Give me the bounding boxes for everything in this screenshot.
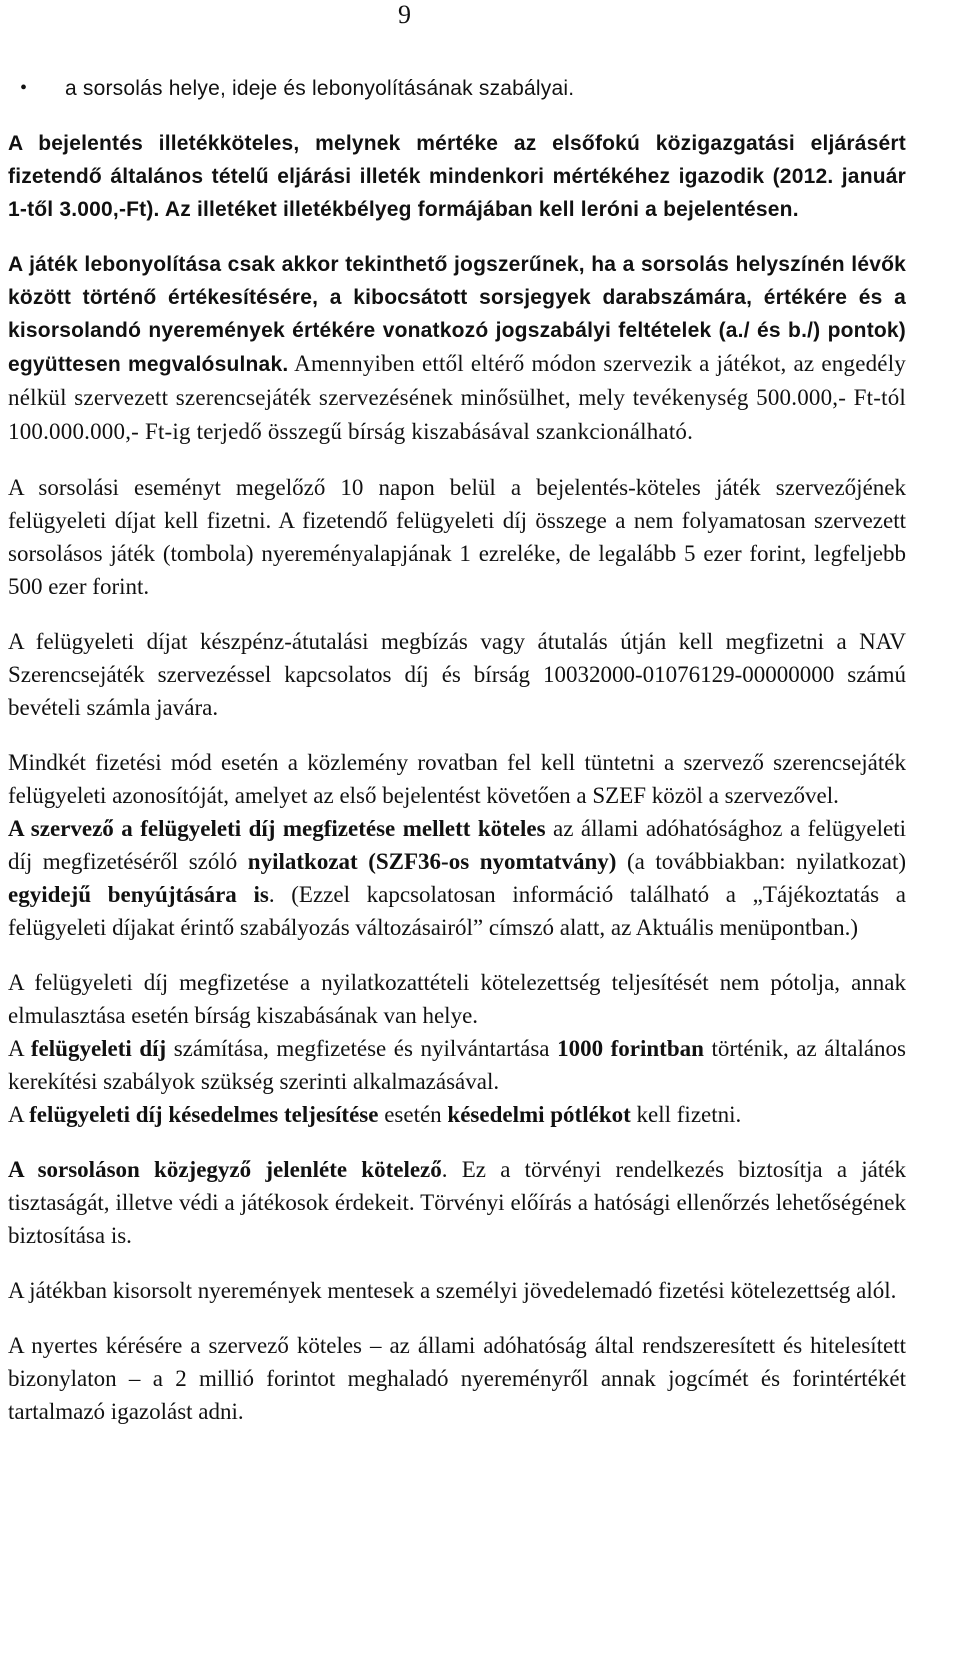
paragraph-text: Amennyiben ettől eltérő módon szervezik a játékot, az engedély nélkül szervezett szerencsejáték szervezésének minősülhet, mely tevékenység 500.000,- Ft-tól 100.000.000,- Ft-ig terjedő összegű bírság kiszabásával szankcionálható. (8, 351, 907, 444)
bold-text: késedelmi pótlékot (447, 1102, 631, 1127)
paragraph-igazolas: A nyertes kérésére a szervező köteles – az állami adóhatóság által rendszeresített és hitelesített bizonylaton – a 2 millió forintot meghaladó nyereményről annak jogcímét és forintértékét tartalmazó igazolást adni. (8, 1333, 906, 1424)
paragraph-text: számítása, megfizetése és nyilvántartása (166, 1036, 558, 1061)
paragraph-kozjegyzo (8, 1153, 906, 1252)
bold-text: egyidejű benyújtására is (8, 882, 269, 907)
paragraph-kesedelem (8, 1098, 906, 1131)
paragraph-nyilatkozat (8, 812, 906, 944)
paragraph-lebonyolitas (8, 248, 906, 449)
paragraph-potlas: A felügyeleti díj megfizetése a nyilatkozattételi kötelezettség teljesítését nem pótolja, annak elmulasztása esetén bírság kiszabásának van helye. (8, 970, 906, 1028)
paragraph-megfizetes: A felügyeleti díjat készpénz-átutalási megbízás vagy átutalás útján kell megfizetni a NAV Szerencsejáték szervezéssel kapcsolatos díj és bírság 10032000-01076129-00000000 számú bevételi számla javára. (8, 629, 906, 720)
paragraph-text: kell fizetni. (630, 1102, 742, 1127)
paragraph-text: esetén (378, 1102, 448, 1127)
paragraph-text: (a továbbiakban: nyilatkozat) (616, 849, 907, 874)
paragraph-kozlemeny: Mindkét fizetési mód esetén a közlemény rovatban fel kell tüntetni a szervező szerencsejáték felügyeleti azonosítóját, amelyet az első bejelentést követően a SZEF közöl a szervezővel. (8, 750, 906, 808)
paragraph-text: . (Ezzel kapcsolatosan információ található a „Tájékoztatás a felügyeleti díjakat érintő szabályozás változásairól” címszó alatt, az Aktuális menüpontban.) (8, 882, 906, 940)
bold-text: nyilatkozat (SZF36-os nyomtatvány) (247, 849, 617, 874)
bold-text: felügyeleti díj késedelmes teljesítése (29, 1102, 379, 1127)
bullet-icon: • (20, 77, 28, 99)
bold-text: felügyeleti díj (30, 1036, 167, 1061)
bold-text: A bejelentés illetékköteles, melynek mértéke az elsőfokú közigazgatási eljárásért fizetendő általános tételű eljárási illeték mindenkori mértékéhez igazodik (2012. január 1-től 3.000,-Ft). Az illetéket illetékbélyeg formájában kell leróni a bejelentésen. (8, 132, 906, 221)
bold-text: A sorsoláson közjegyző jelenléte kötelező (8, 1157, 442, 1182)
bullet-text: a sorsolás helye, ideje és lebonyolításának szabályai. (65, 77, 575, 100)
bullet-list-item (8, 72, 906, 105)
paragraph-text: történik, az általános kerekítési szabályok szükség szerinti alkalmazásával. (8, 1036, 906, 1094)
paragraph-szamitas (8, 1032, 906, 1098)
document-body (8, 72, 906, 1428)
paragraph-szja: A játékban kisorsolt nyeremények mentesek a személyi jövedelemadó fizetési kötelezettség alól. (8, 1278, 897, 1303)
bold-text: A játék lebonyolítása csak akkor tekinthető jogszerűnek, ha a sorsolás helyszínén lévők között történő értékesítésére, a kibocsátott sorsjegyek darabszámára, értékére és a kisorsolandó nyeremények értékére vonatkozó jogszabályi feltételek (a./ és b./) pontok) együttesen megvalósulnak. (8, 253, 906, 376)
bold-text: 1000 forintban (557, 1036, 704, 1061)
paragraph-felugyeleti-dij: A sorsolási eseményt megelőző 10 napon belül a bejelentés-köteles játék szervezőjének felügyeleti díjat kell fizetni. A fizetendő felügyeleti díj összege a nem folyamatosan szervezett sorsolásos játék (tombola) nyereményalapjának 1 ezreléke, de legalább 5 ezer forint, legfeljebb 500 ezer forint. (8, 475, 906, 599)
paragraph-text: . Ez a törvényi rendelkezés biztosítja a játék tisztaságát, illetve védi a játékosok érdekeit. Törvényi előírás a hatósági ellenőrzés lehetőségének biztosítása is. (8, 1157, 906, 1248)
paragraph-illetek (8, 127, 906, 226)
paragraph-text: az állami adóhatósághoz a felügyeleti díj megfizetéséről szóló (8, 816, 906, 874)
paragraph-text: A (8, 1102, 30, 1127)
paragraph-text: A (8, 1036, 31, 1061)
page-number: 9 (398, 0, 411, 29)
bold-text: A szervező a felügyeleti díj megfizetése mellett köteles (8, 816, 546, 841)
